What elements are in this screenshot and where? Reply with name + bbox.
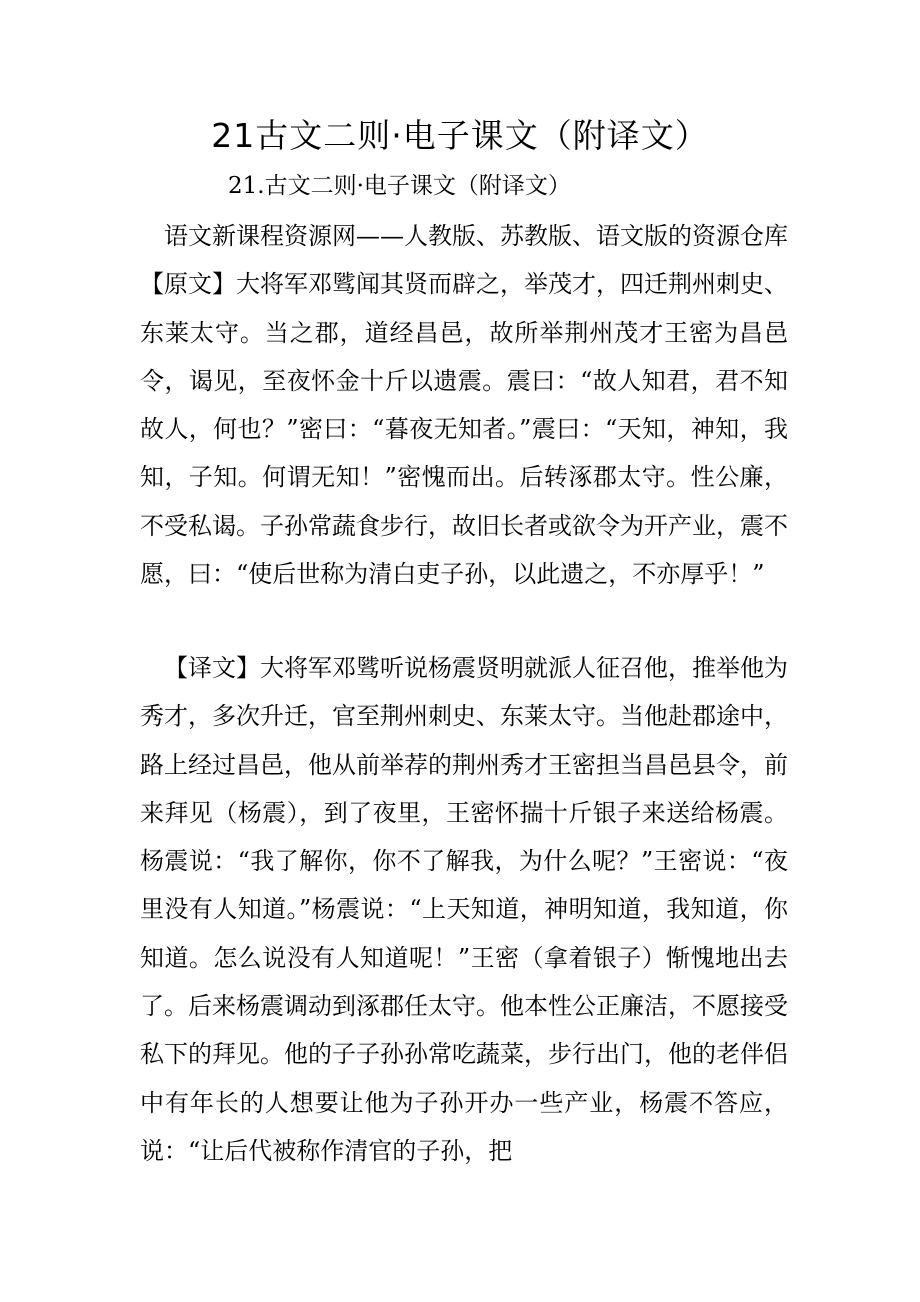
document-title: 21古文二则·电子课文（附译文） [211, 116, 709, 155]
original-text-paragraph: 语文新课程资源网——人教版、苏教版、语文版的资源仓库 【原文】大将军邓骘闻其贤而辟之，举茂才，四迁荆州刺史、东莱太守。当之郡，道经昌邑，故所举荆州茂才王密为昌邑令，谒见，至夜怀金十斤以遗震。震曰：“故人知君，君不知故人，何也？”密曰：“暮夜无知者。”震曰：“天知，神知，我知，子知。何谓无知！”密愧而出。后转涿郡太守。性公廉，不受私谒。子孙常蔬食步行，故旧长者或欲令为开产业，震不愿，曰：“使后世称为清白吏子孙，以此遗之，不亦厚乎！” [140, 222, 836, 589]
translation-paragraph: 【译文】大将军邓骘听说杨震贤明就派人征召他，推举他为秀才，多次升迁，官至荆州刺史、东莱太守。当他赴郡途中，路上经过昌邑，他从前举荐的荆州秀才王密担当昌邑县令，前来拜见（杨震），到了夜里，王密怀揣十斤银子来送给杨震。杨震说：“我了解你，你不了解我，为什么呢？”王密说：“夜里没有人知道。”杨震说：“上天知道，神明知道，我知道，你知道。怎么说没有人知道呢！”王密（拿着银子）惭愧地出去了。后来杨震调动到涿郡任太守。他本性公正廉洁，不愿接受私下的拜见。他的子子孙孙常吃蔬菜，步行出门，他的老伴侣中有年长的人想要让他为子孙开办一些产业，杨震不答应，说：“让后代被称作清官的子孙，把 [140, 654, 788, 1165]
document-subtitle: 21.古文二则·电子课文（附译文） [228, 173, 571, 199]
